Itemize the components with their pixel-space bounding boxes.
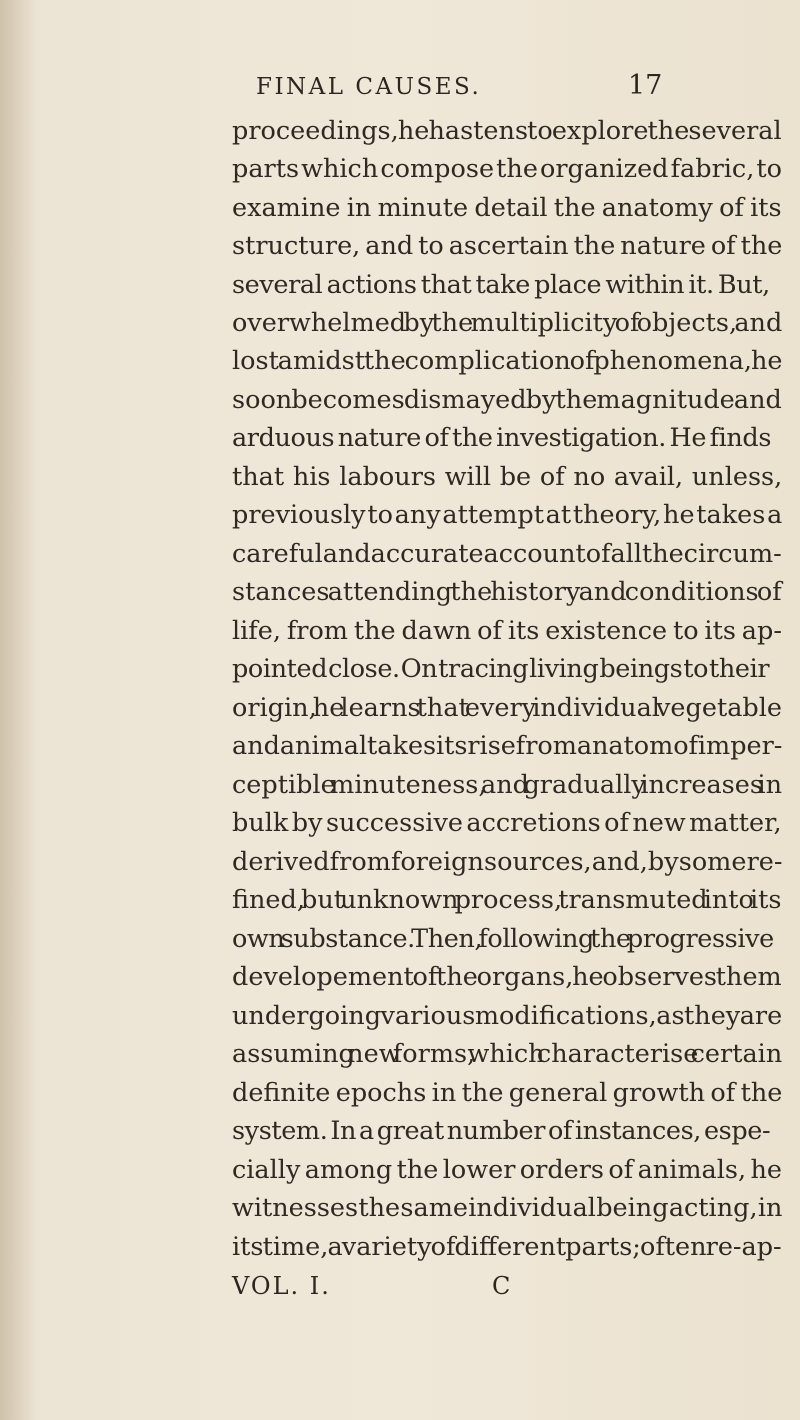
text-line: stances attending the history and conditions of [232, 577, 782, 607]
text-line: examine in minute detail the anatomy of its [232, 193, 782, 223]
text-line: definite epochs in the general growth of the [232, 1078, 783, 1108]
text-line: and animal takes its rise from an atom of imper- [232, 731, 783, 761]
text-line: developement of the organs, he observes them [232, 962, 782, 992]
volume-label: VOL. I. [232, 1272, 331, 1300]
text-line: pointed close. On tracing living beings to their [232, 654, 770, 684]
text-line: parts which compose the organized fabric, to [232, 154, 783, 184]
running-title: FINAL CAUSES. [256, 74, 482, 100]
text-line: proceedings, he hastens to explore the several [232, 116, 782, 146]
text-line: several actions that take place within it. But, [232, 270, 770, 300]
text-line: lost amidst the complication of phenomena, he [232, 346, 783, 376]
text-line: assuming new forms, which characterise certain [232, 1039, 783, 1069]
text-line: its time, a variety of different parts; often re-ap- [232, 1232, 782, 1262]
text-line: system. In a great number of instances, espe- [232, 1116, 771, 1146]
text-line: life, from the dawn of its existence to its ap- [232, 616, 782, 646]
text-line: structure, and to ascertain the nature of the [232, 231, 783, 261]
text-line: own substance. Then, following the progressive [232, 924, 774, 954]
signature-mark: C [492, 1272, 511, 1300]
page-number: 17 [628, 70, 663, 101]
text-line: witnesses the same individual being acting, in [232, 1193, 783, 1223]
text-line: cially among the lower orders of animals, he [232, 1155, 783, 1185]
text-line: overwhelmed by the multiplicity of objects, and [232, 308, 783, 338]
text-line: undergoing various modifications, as they are [232, 1001, 783, 1031]
gutter-shadow [0, 0, 36, 1420]
text-line: bulk by successive accretions of new matter, [232, 808, 782, 838]
text-line: previously to any attempt at theory, he takes a [232, 500, 783, 530]
text-line: soon becomes dismayed by the magnitude and [232, 385, 782, 415]
text-line: derived from foreign sources, and, by some re- [232, 847, 783, 877]
text-line: that his labours will be of no avail, unless, [232, 462, 783, 492]
text-line: arduous nature of the investigation. He finds [232, 423, 772, 453]
text-line: fined, but unknown process, transmuted into its [232, 885, 782, 915]
text-line: careful and accurate account of all the circum- [232, 539, 782, 569]
text-line: ceptible minuteness, and gradually increases in [232, 770, 783, 800]
text-line: origin, he learns that every individual vegetable [232, 693, 782, 723]
